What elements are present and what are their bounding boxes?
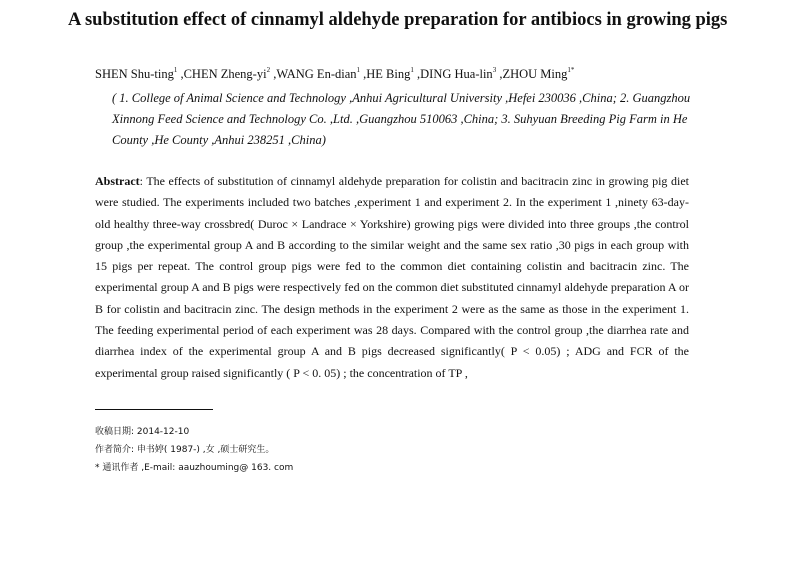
author-affiliation-mark: 3 <box>492 66 497 74</box>
author-name: WANG En-dian <box>276 67 357 81</box>
footnote-corresponding-author: * 通讯作者 ,E-mail: aauzhouming@ 163. com <box>95 463 294 473</box>
footnotes <box>95 423 293 477</box>
author-name: HE Bing <box>366 67 411 81</box>
abstract-label: Abstract <box>95 174 140 188</box>
author-separator: , <box>360 67 367 81</box>
author-affiliation-mark: 1 <box>410 66 414 74</box>
author-name: SHEN Shu-ting <box>95 67 174 81</box>
author-list <box>95 66 574 82</box>
author-affiliation-mark: 2 <box>266 66 271 74</box>
paper-title: A substitution effect of cinnamyl aldehyde preparation for antibiocs in growing pigs <box>68 10 728 30</box>
author-name: DING Hua-lin <box>420 67 493 81</box>
author-separator: , <box>413 67 421 81</box>
author-name: CHEN Zheng-yi <box>183 67 267 81</box>
author-separator: , <box>496 67 503 81</box>
author-name: ZHOU Ming <box>502 67 568 81</box>
author-separator: , <box>270 67 277 81</box>
affiliations: ( 1. College of Animal Science and Technology ,Anhui Agricultural University ,Hefei 230036 ,China; 2. Guangzhou Xinnong Feed Science and Technology Co. ,Ltd. ,Guangzhou 510063 ,China; 3. Suhyuan Breeding Pig Farm in He County ,He County ,Anhui 238251 ,China) <box>112 91 691 147</box>
author-affiliation-mark: 1 <box>356 66 361 74</box>
footnote-divider <box>95 409 213 410</box>
footnote-received-date: 收稿日期: 2014-12-10 <box>95 427 190 437</box>
abstract-text: : The effects of substitution of cinnamyl aldehyde preparation for colistin and bacitracin zinc in growing pig diet were studied. The experiments included two batches ,experiment 1 and experiment 2. In the experiment 1 ,ninety 63-day-old healthy three-way crossbred( Duroc × Landrace × Yorkshire) growing pigs were divided into three groups ,the control group ,the experimental group A and B according to the similar weight and the same sex ratio ,30 pigs in each group with 15 pigs per repeat. The control group pigs were fed to the common diet containing colistin and bacitracin zinc. The experimental group A and B pigs were respectively fed on the common diet substituted cinnamyl aldehyde preparation A or B for colistin and bacitracin zinc. The design methods in the experiment 2 were as the same as those in the experiment 1. The feeding experimental period of each experiment was 28 days. Compared with the control group ,the diarrhea rate and diarrhea index of the experimental group A and B pigs decreased significantly( P < 0.05) ; ADG and FCR of the experimental group raised significantly ( P < 0. 05) ; the concentration of TP , <box>95 174 689 380</box>
footnote-author-bio: 作者简介: 申书婷( 1987-) ,女 ,硕士研究生。 <box>95 445 275 455</box>
author-separator: , <box>177 67 184 81</box>
author-affiliation-mark: 1 <box>173 66 178 74</box>
author-affiliation-mark: 1* <box>567 66 575 74</box>
abstract <box>95 171 689 384</box>
